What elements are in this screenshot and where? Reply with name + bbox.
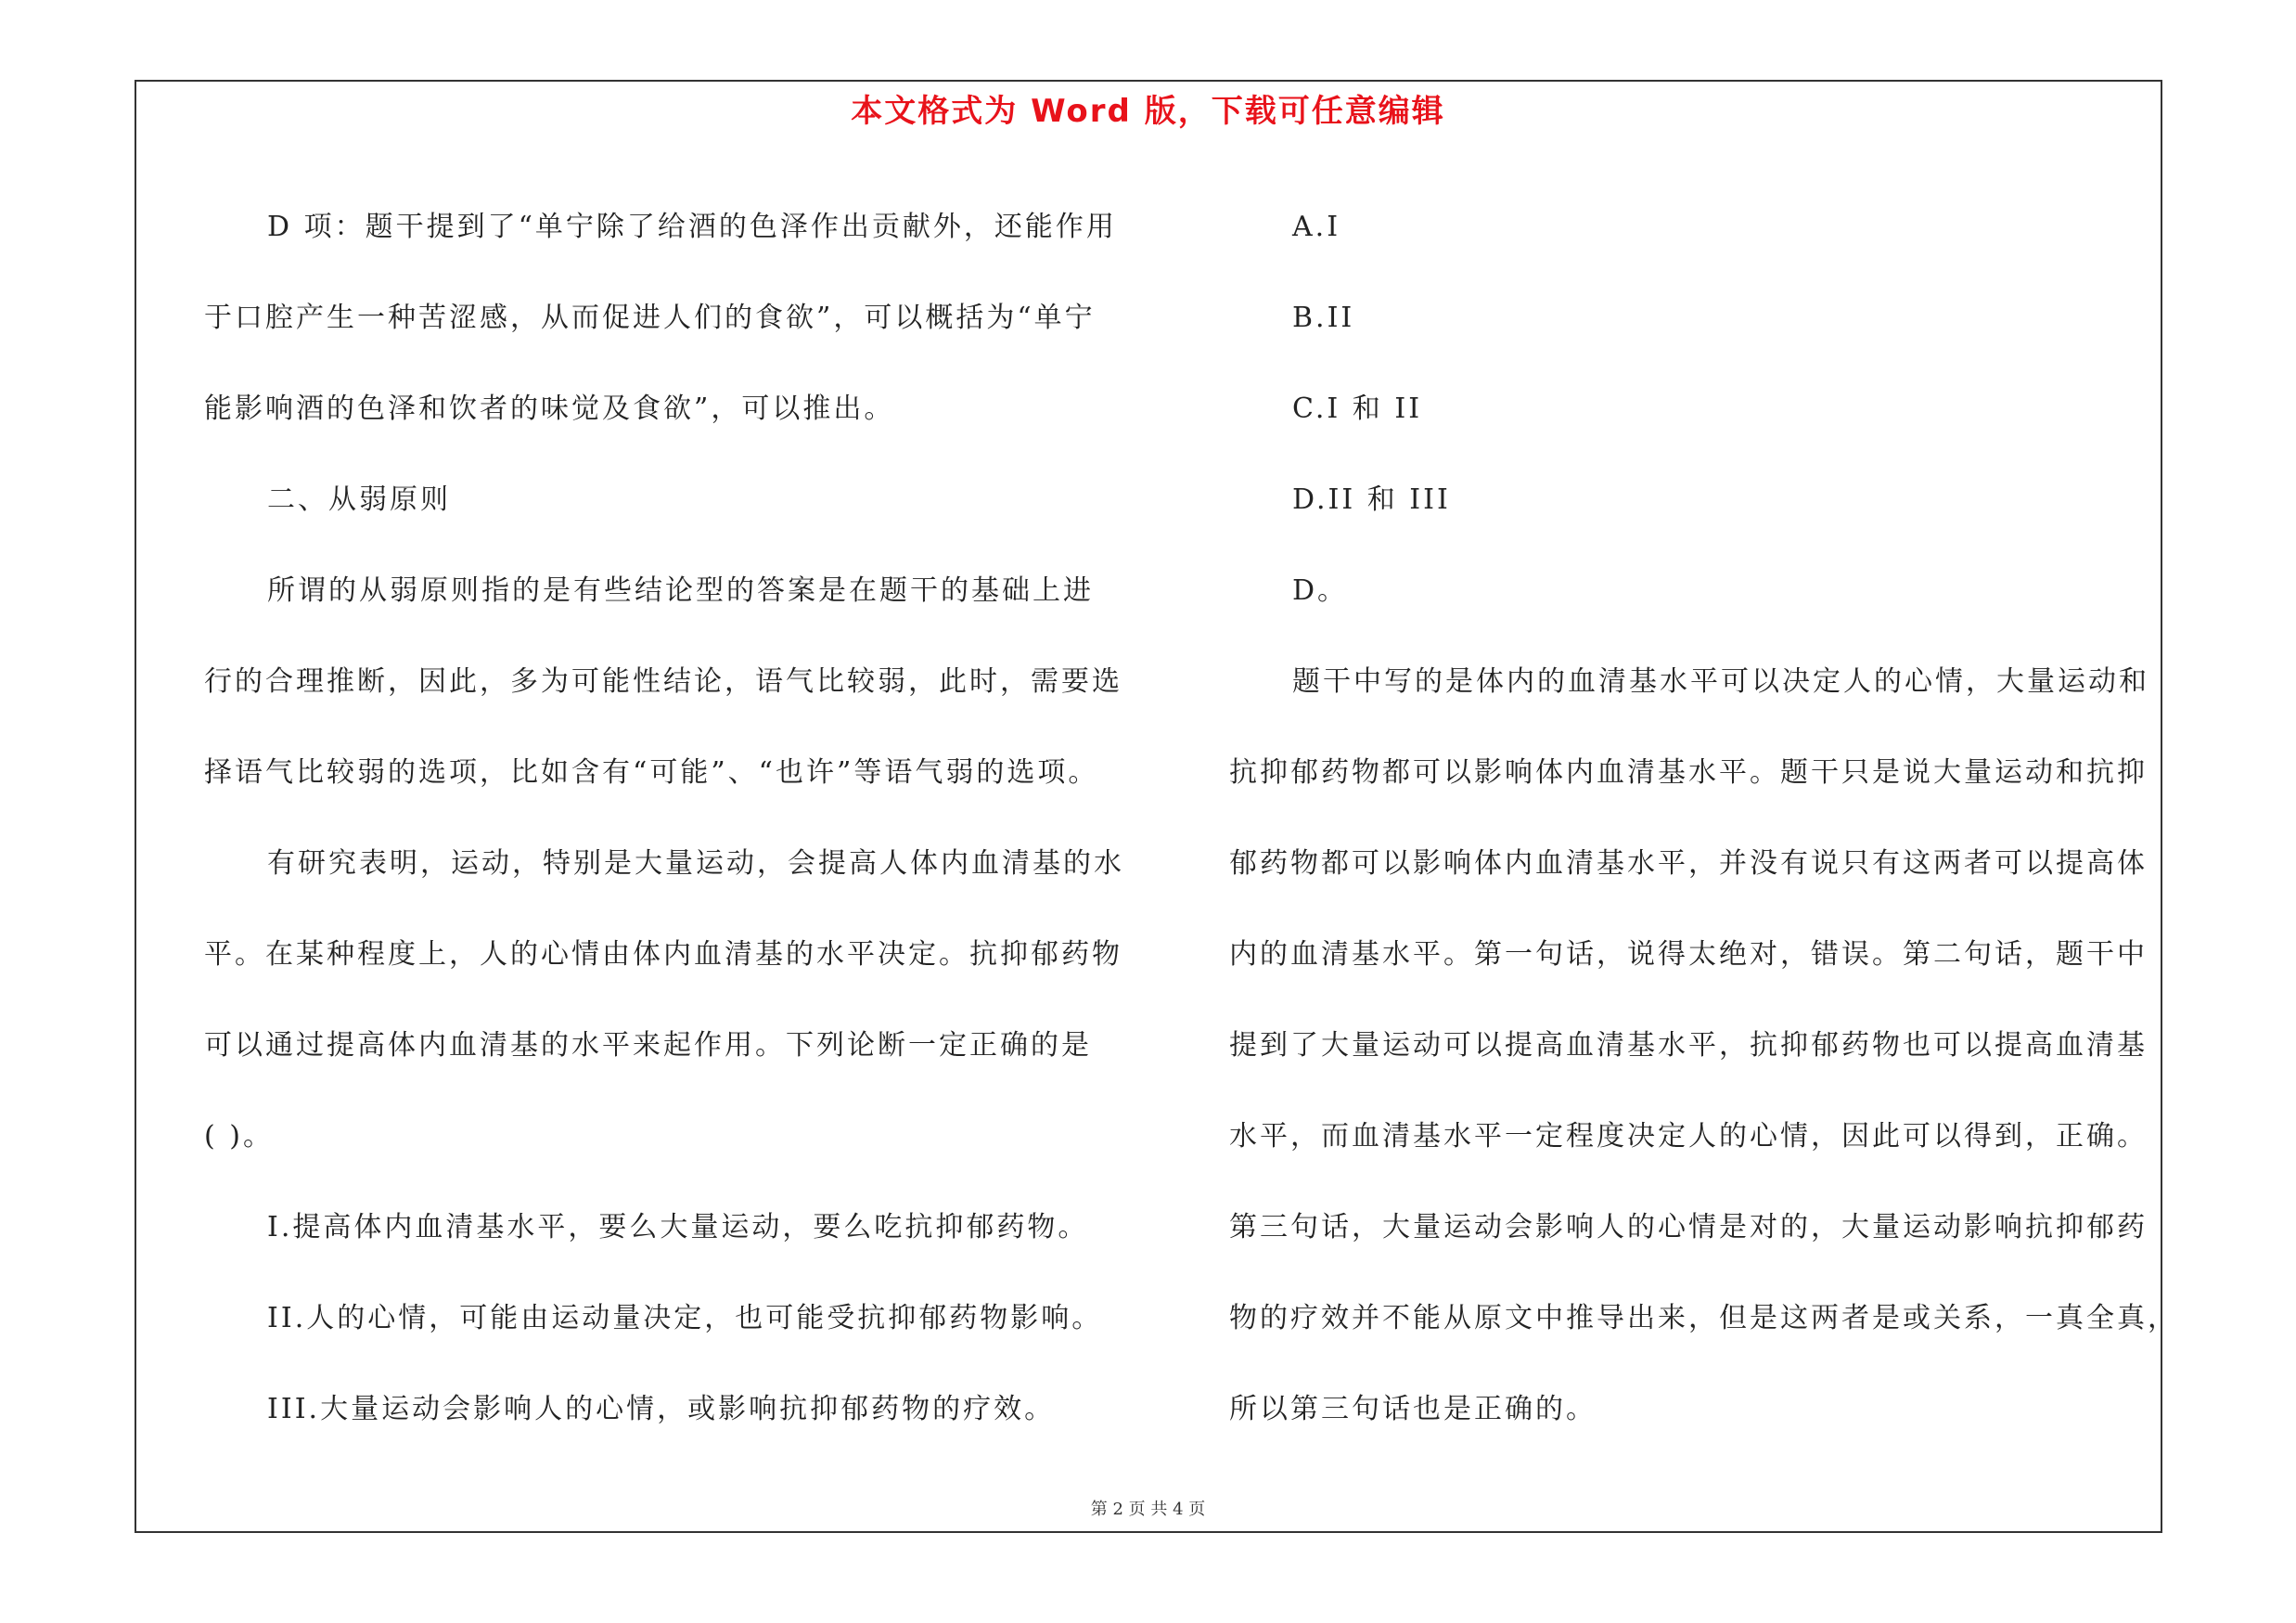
text-line: I.提高体内血清基水平，要么大量运动，要么吃抗抑郁药物。 xyxy=(267,1211,1089,1243)
text-line: 平。在某种程度上，人的心情由体内血清基的水平决定。抗抑郁药物 xyxy=(204,938,1122,971)
text-line: II.人的心情，可能由运动量决定，也可能受抗抑郁药物影响。 xyxy=(267,1302,1103,1334)
text-line: 择语气比较弱的选项，比如含有“可能”、“也许”等语气弱的选项。 xyxy=(204,756,1099,789)
text-line: 于口腔产生一种苦涩感，从而促进人们的食欲”，可以概括为“单宁 xyxy=(204,302,1096,334)
text-line: D.II 和 III xyxy=(1292,483,1451,516)
text-line: 有研究表明，运动，特别是大量运动，会提高人体内血清基的水 xyxy=(267,847,1124,880)
page-number: 第 2 页 共 4 页 xyxy=(1090,1500,1206,1519)
text-line: 二、从弱原则 xyxy=(267,483,451,516)
text-line: 第三句话，大量运动会影响人的心情是对的，大量运动影响抗抑郁药 xyxy=(1229,1211,2148,1243)
text-line: 可以通过提高体内血清基的水平来起作用。下列论断一定正确的是 xyxy=(204,1029,1092,1062)
text-line: 物的疗效并不能从原文中推导出来，但是这两者是或关系，一真全真， xyxy=(1229,1302,2178,1334)
text-line: 题干中写的是体内的血清基水平可以决定人的心情，大量运动和 xyxy=(1292,665,2149,698)
text-line: 内的血清基水平。第一句话，说得太绝对，错误。第二句话，题干中 xyxy=(1229,938,2148,971)
left-column xyxy=(204,182,1141,1455)
text-line: C.I 和 II xyxy=(1292,393,1423,425)
right-column xyxy=(1229,182,2178,1455)
text-line: 所以第三句话也是正确的。 xyxy=(1229,1393,1597,1425)
text-line: 能影响酒的色泽和饮者的味觉及食欲”，可以推出。 xyxy=(204,393,895,425)
text-line: D。 xyxy=(1292,574,1349,607)
text-line: 所谓的从弱原则指的是有些结论型的答案是在题干的基础上进 xyxy=(267,574,1094,607)
text-line: 抗抑郁药物都可以影响体内血清基水平。题干只是说大量运动和抗抑 xyxy=(1229,756,2148,789)
text-line: D 项：题干提到了“单宁除了给酒的色泽作出贡献外，还能作用 xyxy=(267,211,1117,243)
text-line: 水平，而血清基水平一定程度决定人的心情，因此可以得到，正确。 xyxy=(1229,1120,2148,1153)
text-line: 提到了大量运动可以提高血清基水平，抗抑郁药物也可以提高血清基 xyxy=(1229,1029,2148,1062)
header-banner: 本文格式为 Word 版，下载可任意编辑 xyxy=(851,93,1445,130)
text-line: 行的合理推断，因此，多为可能性结论，语气比较弱，此时，需要选 xyxy=(204,665,1122,698)
text-line: B.II xyxy=(1292,302,1355,334)
text-line: ( )。 xyxy=(204,1120,274,1153)
text-line: 郁药物都可以影响体内血清基水平，并没有说只有这两者可以提高体 xyxy=(1229,847,2148,880)
text-line: III.大量运动会影响人的心情，或影响抗抑郁药物的疗效。 xyxy=(267,1393,1056,1425)
text-line: A.I xyxy=(1292,211,1341,243)
